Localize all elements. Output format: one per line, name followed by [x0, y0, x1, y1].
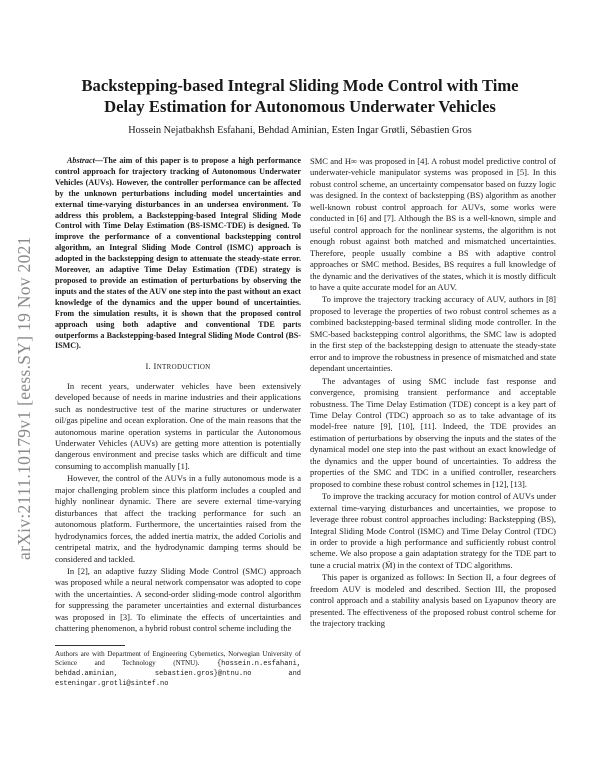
affiliation-text: Authors are with Department of Engineering Cybernetics, Norwegian University of Science and Technology (NTNU).: [55, 649, 301, 667]
affiliation-footnote: [55, 650, 301, 689]
intro-paragraph: In recent years, underwater vehicles have been extensively developed because of needs in marine industries and their applications such as nondestructive test of the marine structures or underwater oil/gas pipeline and ocean exploration. One of the main reasons that the autonomous marine operation systems in particular the Autonomous Underwater Vehicles (AUVs) are getting more attention is potentially dangerous environment and precise tasks which are difficult and time consuming to accomplish manually [1].: [55, 380, 301, 471]
intro-paragraph: This paper is organized as follows: In Section II, a four degrees of freedom AUV is modeled and described. Section III, the proposed control approach and a stability analysis based on Lyapunov theory are presented. The effectiveness of the proposed robust control scheme for the trajectory tracking: [310, 572, 556, 629]
footnote-divider: [55, 645, 125, 646]
abstract-text: —The aim of this paper is to propose a high performance control approach for trajectory tracking of Autonomous Underwater Vehicles (AUVs). However, the controller performance can be affected by the unknown perturbations including model uncertainties and external time-varying disturbances in an undersea environment. To address this problem, a Backstepping-based Integral Sliding Mode Control with Time Delay Estimation (BS-ISMC-TDE) is designed. To improve the performance of a conventional backstepping control algorithm, an Integral Sliding Mode Control (ISMC) approach is adopted in the backstepping design to attenuate the steady-state error. Moreover, an adaptive Time Delay Estimation (TDE) strategy is proposed to provide an estimation of perturbations by observing the inputs and the states of the AUV one step into the past without an exact knowledge of the dynamics and the upper bound of uncertainties. From the simulation results, it is shown that the proposed control approach using both adaptive and conventional TDE parts outperforms a Backstepping-based Integral Sliding Mode Control (BS-ISMC).: [55, 156, 301, 351]
abstract-label: Abstract: [67, 156, 95, 165]
arxiv-identifier[interactable]: arXiv:2111.10179v1 [eess.SY] 19 Nov 2021: [14, 236, 34, 560]
intro-paragraph: In [2], an adaptive fuzzy Sliding Mode Control (SMC) approach was proposed while a neural network compensator was adopted to cope with the uncertainties. A second-order sliding-mode control algorithm for suppressing the parameter uncertainties and external disturbances was proposed in [3]. To eliminate the effects of uncertainties and chattering phenomenon, a hybrid robust control scheme including the: [55, 566, 301, 634]
section-heading-introduction: I. INTRODUCTION: [145, 361, 211, 372]
right-column: [310, 156, 556, 630]
intro-paragraph: SMC and H∞ was proposed in [4]. A robust model predictive control of underwater-vehicle manipulator systems was proposed in [5]. In this robust control scheme, an uncertainty compensator based on fuzzy logic was designed. In the context of backstepping (BS) algorithm as another well-known robust control approach for AUVs, some works were conducted in [6] and [7]. Although the BS is a well-known, simple and useful control approach for the nonlinear systems, the algorithm is not enough robust against both matched and mismatched uncertainties. Therefore, people usually combine a BS with adaptive control approaches or SMC method. Besides, BS requires a full knowledge of the dynamic and the derivatives of the states, which it is mostly difficult to have a quite accurate model for an AUV.: [310, 156, 556, 292]
author-emails[interactable]: {hossein.n.esfahani, behdad.aminian, sebastien.gros}@ntnu.no and esteningar.grotli@sintef.no: [55, 659, 301, 688]
intro-paragraph: To improve the tracking accuracy for motion control of AUVs under external time-varying disturbances and uncertainties, we propose to leverage three robust control approaches including: Backstepping (BS), Integral Sliding Mode Control (ISMC) and Time Delay Control (TDC) in order to provide a high performance and sufficiently robust control scheme. We also propose a gain adaptation strategy for the TDE part to tune a crucial matrix (M̄) in the context of TDC algorithms.: [310, 491, 556, 570]
abstract: [55, 156, 301, 352]
paper-title: Backstepping-based Integral Sliding Mode Control with Time Delay Estimation for Autonomous Underwater Vehicles: [81, 76, 519, 116]
left-column: [55, 156, 301, 689]
author-list: Hossein Nejatbakhsh Esfahani, Behdad Aminian, Esten Ingar Grøtli, Sébastien Gros: [128, 125, 472, 136]
intro-paragraph: To improve the trajectory tracking accuracy of AUV, authors in [8] proposed to leverage the properties of two robust control schemes as a combined backstepping-based terminal sliding mode controller. In the SMC-based backstepping control algorithms, the SMC law is adopted in the first step of the backstepping design to attenuate the steady-state error and to improve the robustness in presence of mismatched and state dependant uncertainties.: [310, 294, 556, 374]
intro-paragraph: The advantages of using SMC include fast response and convergence, promising transient performance and acceptable robustness. The Time Delay Estimation (TDE) concept is a key part of Time Delay Control (TDC) approach so as to take advantage of its model-free nature [9], [10], [11]. Indeed, the TDE provides an estimation of perturbations by observing the inputs and the states of the dynamical model one step into the past without an exact knowledge of the dynamics and the upper bound of uncertainties. To address the properties of the SMC and TDC in a unified controller, researchers proposed to combine these robust control schemes in [12], [13].: [310, 375, 556, 489]
intro-paragraph: However, the control of the AUVs in a fully autonomous mode is a major challenging problem since this platform includes a coupled and highly nonlinear dynamic. There are severe external time-varying disturbances that affect the tracking performance for such an autonomous platform. Furthermore, the uncertainties raised from the hydrodynamics forces, the added inertia matrix, the added Coriolis and centripetal matrix, and the hydrodynamic damping terms should be considered and tackled.: [55, 473, 301, 564]
